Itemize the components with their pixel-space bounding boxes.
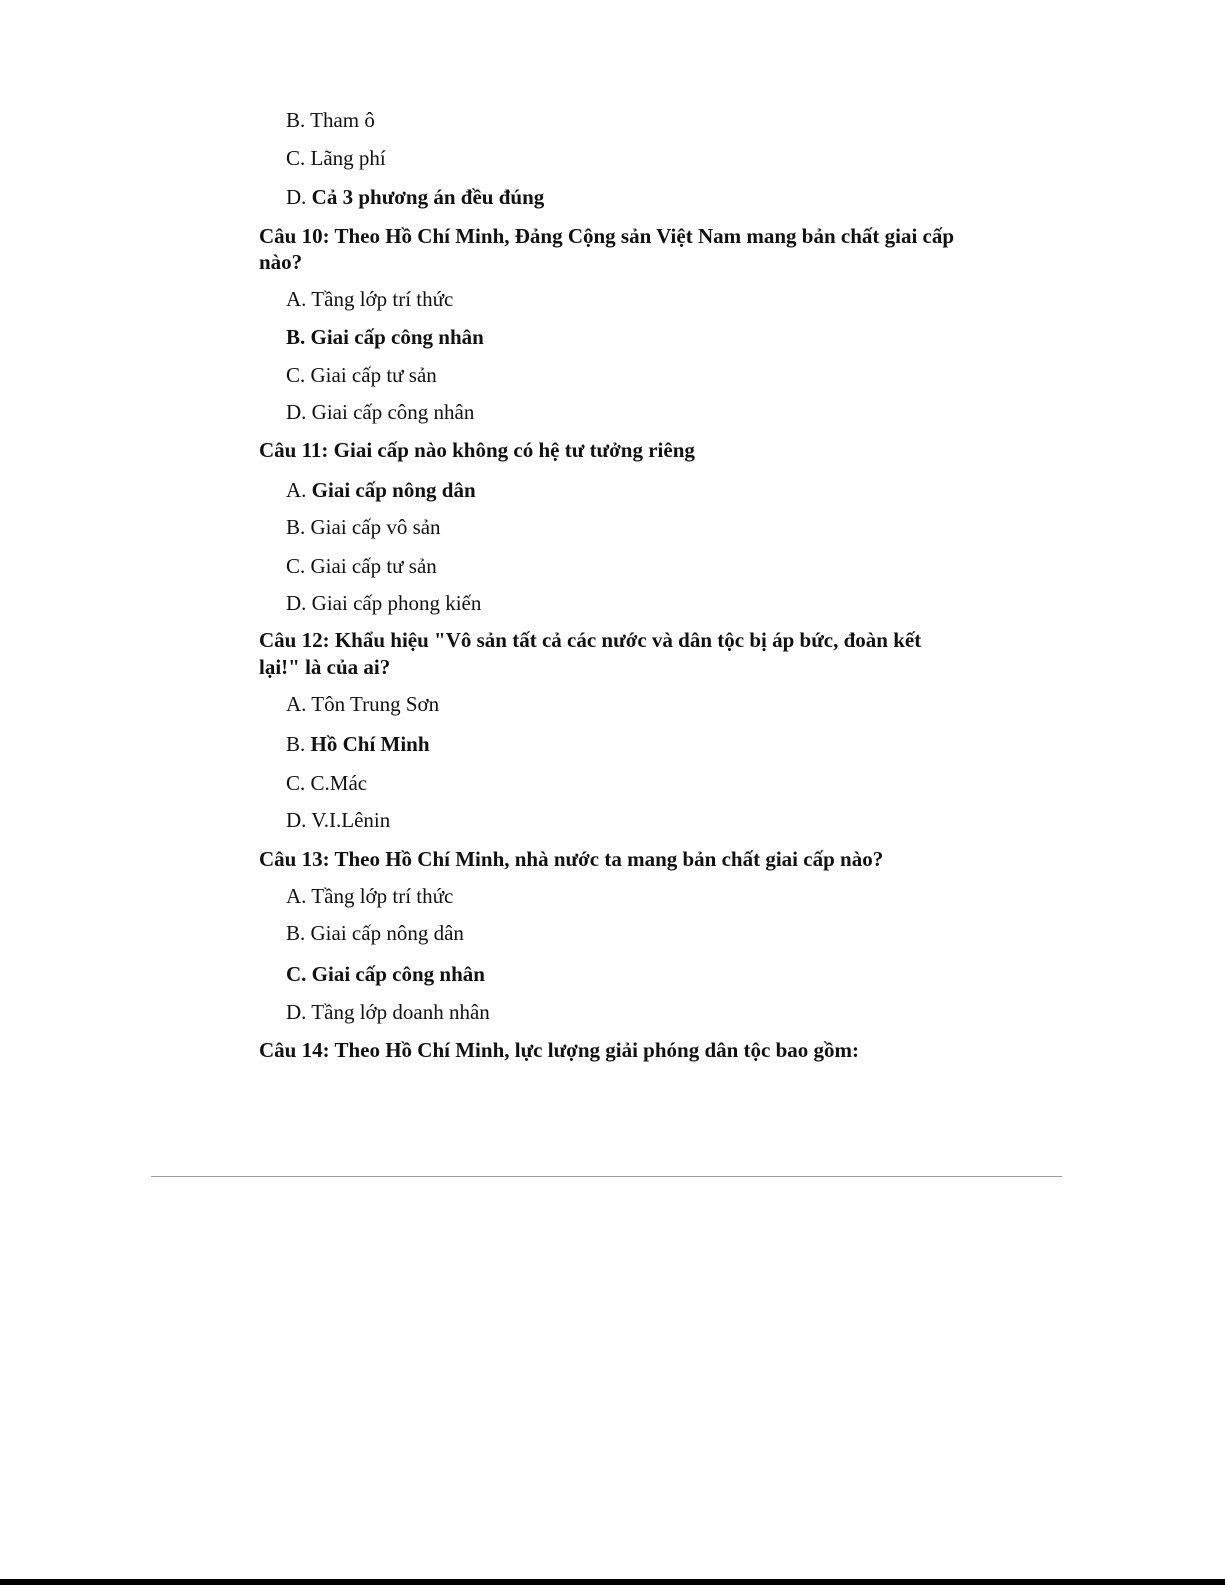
q12-option-a — [286, 691, 439, 717]
option-letter: C. — [286, 554, 306, 578]
option-text: Tầng lớp doanh nhân — [311, 1000, 490, 1024]
q13-option-c — [286, 961, 485, 987]
option-letter: C. — [286, 146, 306, 170]
option-text: Giai cấp tư sản — [310, 363, 437, 387]
q11-option-d — [286, 590, 481, 616]
option-text: V.I.Lênin — [311, 808, 391, 832]
q13-option-b — [286, 920, 464, 946]
option-letter: B. — [286, 108, 306, 132]
q12-option-b — [286, 731, 430, 757]
option-letter: D. — [286, 1000, 307, 1024]
option-text-correct: Giai cấp công nhân — [310, 325, 484, 349]
option-letter: C. — [286, 363, 306, 387]
option-letter: A. — [286, 478, 307, 502]
option-letter: C. — [286, 771, 306, 795]
option-text: Lãng phí — [310, 146, 386, 170]
option-text: Tầng lớp trí thức — [311, 287, 454, 311]
option-letter: D. — [286, 591, 307, 615]
q10-heading-line2: nào? — [259, 250, 303, 274]
q10-option-c — [286, 362, 437, 388]
q11-heading: Câu 11: Giai cấp nào không có hệ tư tưởng riêng — [259, 438, 695, 462]
option-text: Giai cấp tư sản — [310, 554, 437, 578]
option-text-correct: Giai cấp công nhân — [311, 962, 485, 986]
option-text: Giai cấp nông dân — [310, 921, 464, 945]
q13-option-d — [286, 999, 490, 1025]
q14-heading: Câu 14: Theo Hồ Chí Minh, lực lượng giải phóng dân tộc bao gồm: — [259, 1038, 860, 1062]
q9-option-c — [286, 145, 386, 171]
option-letter: A. — [286, 692, 307, 716]
option-text: Tôn Trung Sơn — [311, 692, 440, 716]
option-letter: D. — [286, 400, 307, 424]
bottom-edge-bar — [0, 1579, 1225, 1585]
q12-option-c — [286, 770, 367, 796]
option-text: Giai cấp vô sản — [310, 515, 441, 539]
q13-heading: Câu 13: Theo Hồ Chí Minh, nhà nước ta mang bản chất giai cấp nào? — [259, 847, 884, 871]
q11-option-b — [286, 514, 441, 540]
option-letter: C. — [286, 962, 307, 986]
option-text: Tham ô — [310, 108, 375, 132]
option-letter: B. — [286, 732, 306, 756]
option-text: Giai cấp phong kiến — [311, 591, 482, 615]
option-letter: B. — [286, 515, 306, 539]
q12-option-d — [286, 807, 390, 833]
option-letter: B. — [286, 325, 306, 349]
option-text-correct: Hồ Chí Minh — [310, 732, 430, 756]
q12-heading-line2: lại!" là của ai? — [259, 655, 391, 679]
option-text-correct: Giai cấp nông dân — [311, 478, 476, 502]
option-text: Tầng lớp trí thức — [311, 884, 454, 908]
q12-heading-line1: Câu 12: Khẩu hiệu "Vô sản tất cả các nước và dân tộc bị áp bức, đoàn kết — [259, 628, 922, 652]
option-text: Giai cấp công nhân — [311, 400, 475, 424]
option-text: C.Mác — [310, 771, 368, 795]
option-text-correct: Cả 3 phương án đều đúng — [311, 185, 545, 209]
q10-heading-line1: Câu 10: Theo Hồ Chí Minh, Đảng Cộng sản Việt Nam mang bản chất giai cấp — [259, 224, 955, 248]
option-letter: D. — [286, 185, 307, 209]
q11-option-a — [286, 477, 476, 503]
page-divider — [151, 1176, 1062, 1177]
option-letter: A. — [286, 287, 307, 311]
option-letter: A. — [286, 884, 307, 908]
q9-option-b — [286, 107, 375, 133]
option-letter: B. — [286, 921, 306, 945]
option-letter: D. — [286, 808, 307, 832]
q10-option-b — [286, 324, 484, 350]
q10-option-d — [286, 399, 474, 425]
q9-option-d — [286, 184, 544, 210]
q11-option-c — [286, 553, 437, 579]
q13-option-a — [286, 883, 453, 909]
q10-option-a — [286, 286, 453, 312]
